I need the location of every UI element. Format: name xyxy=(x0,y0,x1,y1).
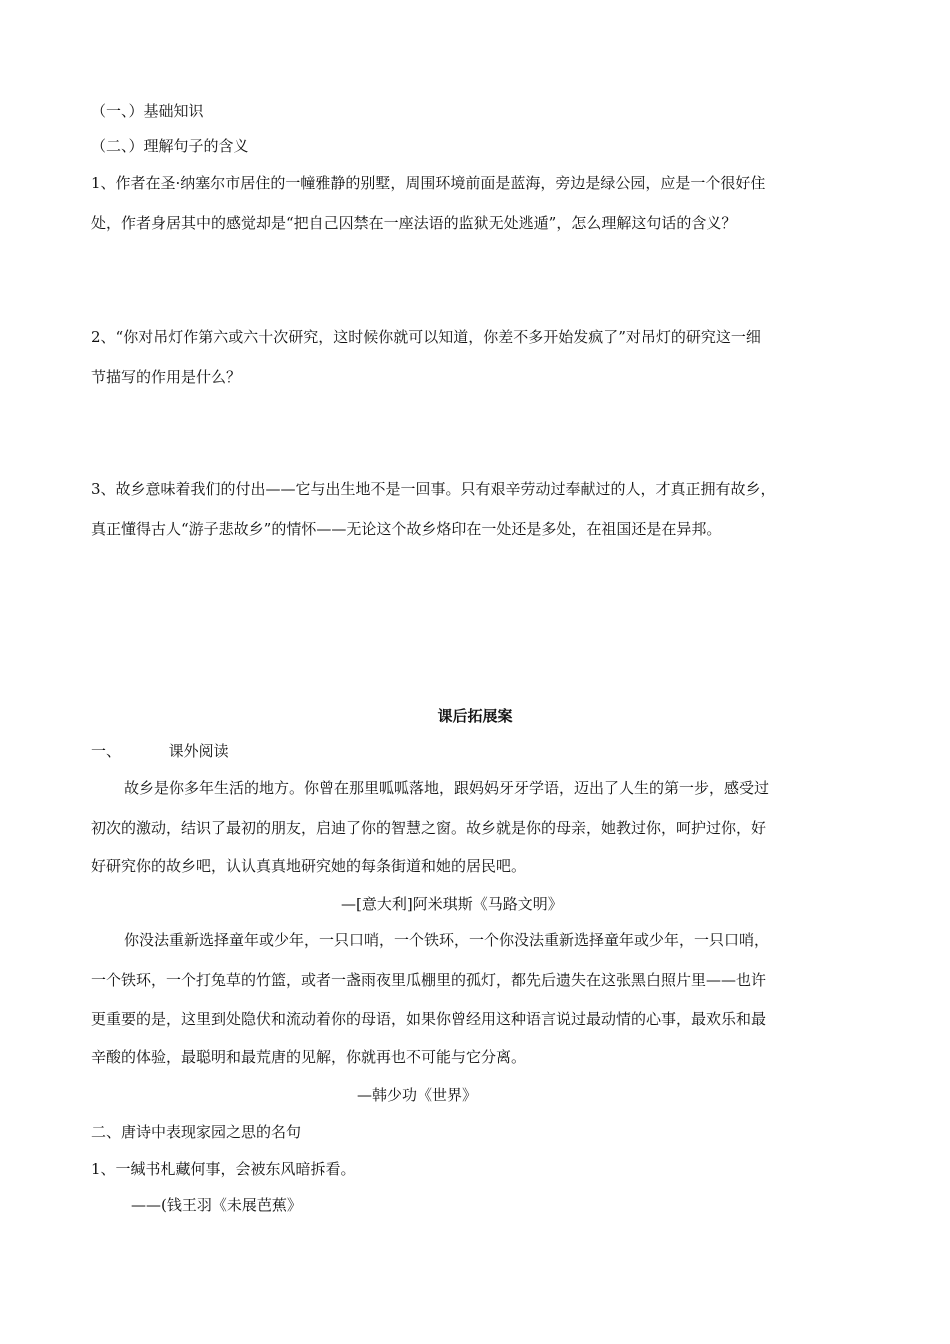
passage-2-line-4: 辛酸的体验，最聪明和最荒唐的见解，你就再也不可能与它分离。 xyxy=(91,1048,527,1066)
passage-2-source: —韩少功《世界》 xyxy=(357,1086,478,1104)
reading-heading xyxy=(91,741,866,761)
passage-2-line-3: 更重要的是，这里到处隐伏和流动着你的母语，如果你曾经用这种语言说过最动情的心事，最欢乐和最 xyxy=(91,1010,767,1028)
passage-1-source: —[意大利]阿米琪斯《马路文明》 xyxy=(341,895,563,913)
question-1-line-1: 1、作者在圣·纳塞尔市居住的一幢雅静的别墅，周围环境前面是蓝海，旁边是绿公园，应是一个很好住 xyxy=(91,174,766,192)
question-2-line-2: 节描写的作用是什么？ xyxy=(91,368,242,386)
question-1-line-2: 处，作者身居其中的感觉却是“把自己囚禁在一座法语的监狱无处逃遁”，怎么理解这句话的含义？ xyxy=(91,214,737,232)
passage-1-line-3: 好研究你的故乡吧，认认真真地研究她的每条街道和她的居民吧。 xyxy=(91,857,527,875)
question-2-line-1: 2、“你对吊灯作第六或六十次研究，这时候你就可以知道，你差不多开始发疯了”对吊灯的研究这一细 xyxy=(91,328,761,346)
passage-1-line-1: 故乡是你多年生活的地方。你曾在那里呱呱落地，跟妈妈牙牙学语，迈出了人生的第一步，感受过 xyxy=(124,779,770,797)
section-sentence-meaning: （二、）理解句子的含义 xyxy=(91,137,249,155)
passage-2-line-1: 你没法重新选择童年或少年，一只口哨，一个铁环，一个你没法重新选择童年或少年，一只口哨， xyxy=(124,931,770,949)
poems-heading: 二、唐诗中表现家园之思的名句 xyxy=(91,1123,302,1141)
passage-1-line-2: 初次的激动，结识了最初的朋友，启迪了你的智慧之窗。故乡就是你的母亲，她教过你，呵护过你，好 xyxy=(91,819,767,837)
poem-1: 1、一缄书札藏何事，会被东风暗拆看。 xyxy=(91,1160,356,1178)
passage-2-line-2: 一个铁环，一个打兔草的竹篮，或者一盏雨夜里瓜棚里的孤灯，都先后遗失在这张黑白照片里——也许 xyxy=(91,971,767,989)
extension-title: 课后拓展案 xyxy=(437,707,513,725)
reading-number: 一、 xyxy=(91,742,122,760)
question-3-line-2: 真正懂得古人“游子悲故乡”的情怀——无论这个故乡烙印在一处还是多处，在祖国还是在异邦。 xyxy=(91,520,722,538)
section-basic-knowledge: （一、）基础知识 xyxy=(91,102,204,120)
reading-label: 课外阅读 xyxy=(168,742,229,760)
question-3-line-1: 3、故乡意味着我们的付出——它与出生地不是一回事。只有艰辛劳动过奉献过的人，才真正拥有故乡， xyxy=(91,480,776,498)
poem-1-source: ——(钱王羽《未展芭蕉》 xyxy=(131,1196,302,1214)
